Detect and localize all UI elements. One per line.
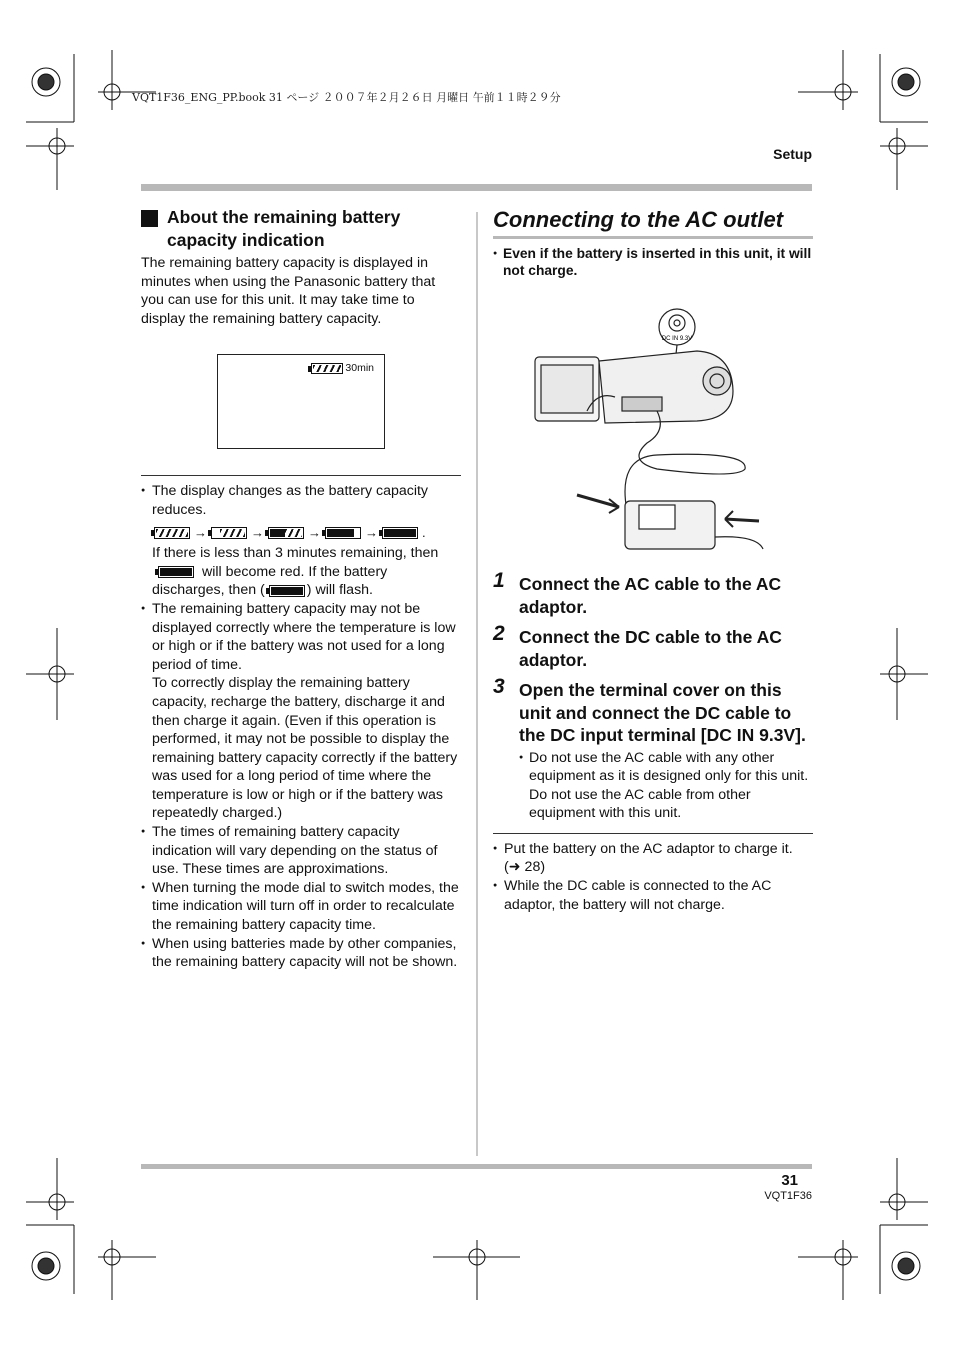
ac-intro-note: ● Even if the battery is inserted in this unit, it will not charge. <box>493 245 813 279</box>
battery-notes <box>141 482 461 971</box>
note-charge-battery: ● Put the battery on the AC adaptor to charge it. (➜ 28) <box>493 840 813 877</box>
readout-minutes: 30min <box>345 362 374 375</box>
steps-list <box>493 569 813 823</box>
document-code: VQT1F36 <box>764 1190 812 1202</box>
bottom-rule <box>141 1164 812 1169</box>
page-title: Connecting to the AC outlet <box>493 206 813 239</box>
notes-rule <box>141 475 461 476</box>
battery-red-icon <box>158 566 194 578</box>
note-temperature: ● The remaining battery capacity may not be displayed correctly where the temperature is low or high or if the battery was not used for a long period of time. To correctly display the remaining battery capacity, recharge the battery, discharge it and then charge it again. (Even if this operation is performed, it may not be possible to display the remaining battery capacity correctly if the battery was used for a long period of time where the temperature is low or high or if the battery was repeatedly charged.) <box>141 600 461 823</box>
print-header: VQT1F36_ENG_PP.book 31 ページ ２００７年２月２６日 月曜日 午前１１時２９分 <box>132 91 561 104</box>
lcd-screen-illustration <box>217 354 385 449</box>
left-column <box>141 206 461 972</box>
battery-intro: The remaining battery capacity is displayed in minutes when using the Panasonic battery that you can use for this unit. It may take time to display the remaining battery capacity. <box>141 255 436 327</box>
battery-readout <box>311 362 374 374</box>
battery-empty-icon <box>382 527 418 539</box>
battery-level-4-icon <box>154 527 190 539</box>
page-number: 31 <box>781 1172 798 1189</box>
battery-sequence: → → → → . <box>154 524 461 543</box>
camera-adaptor-drawing <box>527 301 767 563</box>
battery-flash-icon <box>269 585 305 597</box>
note-approximations: ● The times of remaining battery capacity indication will vary depending on the status of use. These times are approximations. <box>141 823 461 879</box>
note-dc-cable: ● While the DC cable is connected to the AC adaptor, the battery will not charge. <box>493 877 813 914</box>
column-divider <box>476 212 478 1156</box>
step-2: 2 Connect the DC cable to the AC adaptor. <box>493 622 782 670</box>
note-mode-dial: ● When turning the mode dial to switch modes, the time indication will turn off in order to recalculate the remaining battery capacity time. <box>141 879 461 935</box>
top-rule <box>141 184 812 191</box>
ac-connection-illustration <box>527 301 767 563</box>
battery-level-3-icon <box>211 527 247 539</box>
step-3-note: ● Do not use the AC cable with any other equipment as it is designed only for this unit. Do not use the AC cable from other equipment with this unit. <box>519 749 813 823</box>
right-column <box>493 206 813 914</box>
dc-in-label: DC IN 9.3V <box>661 336 693 342</box>
battery-indication-heading <box>141 206 461 252</box>
step-1: 1 Connect the AC cable to the AC adaptor. <box>493 569 782 617</box>
step-3: 3 Open the terminal cover on this unit and connect the DC cable to the DC input terminal [DC IN 9.3V]. ● Do not use the AC cable with any other equipment as it is designed only for this unit. Do not use the AC cable from other equipment with this unit. <box>493 679 813 823</box>
notes-rule-right <box>493 833 813 834</box>
battery-full-icon <box>311 363 343 374</box>
note-other-batteries: ● When using batteries made by other companies, the remaining battery capacity will not be shown. <box>141 935 461 972</box>
heading-square-icon <box>141 210 158 227</box>
section-tag: Setup <box>773 146 812 162</box>
note-display-changes: ● The display changes as the battery capacity reduces. → → → → . If there is less than 3 minutes remaining, then will become red. If the battery discharges, then ( ) will flash. <box>141 482 461 600</box>
heading-text: About the remaining battery capacity indication <box>167 207 401 250</box>
battery-level-2-icon <box>268 527 304 539</box>
ac-notes <box>493 840 813 914</box>
battery-level-1-icon <box>325 527 361 539</box>
